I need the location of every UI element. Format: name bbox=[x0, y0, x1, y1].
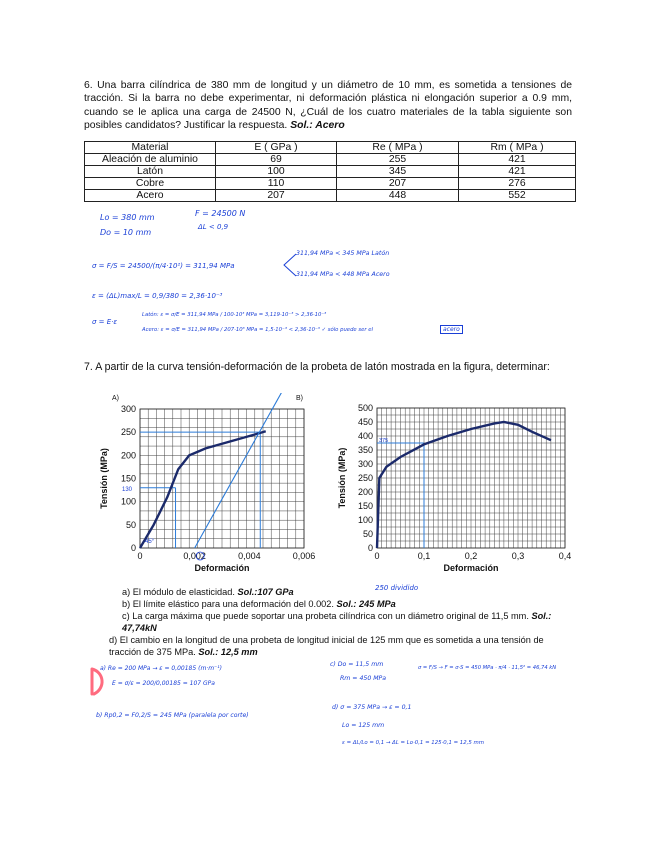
table-header: Material bbox=[85, 142, 216, 154]
y-tick-label: 100 bbox=[120, 496, 136, 507]
y-tick-label: 50 bbox=[125, 519, 136, 530]
x-tick-label: 0,006 bbox=[292, 551, 316, 561]
table-cell: 255 bbox=[337, 154, 459, 166]
y-tick-label: 100 bbox=[357, 515, 373, 525]
table-cell: 552 bbox=[459, 190, 576, 202]
annotation-130: 130 bbox=[122, 486, 133, 493]
y-tick-label: 350 bbox=[357, 445, 373, 455]
y-tick-label: 250 bbox=[120, 427, 136, 438]
x-tick-label: 0 bbox=[374, 551, 380, 561]
problem-6-text bbox=[84, 79, 572, 132]
annotation-angle: 45° bbox=[145, 539, 155, 545]
item-solution: Sol.: 47,74kN bbox=[122, 611, 552, 633]
problem-7-text: 7. A partir de la curva tensión-deformación de la probeta de latón mostrada en la figura, determinar: bbox=[84, 361, 550, 373]
item-label: b) bbox=[122, 599, 131, 609]
panel-label: A) bbox=[112, 395, 119, 402]
item-label: c) bbox=[122, 611, 130, 621]
table-cell: Aleación de aluminio bbox=[85, 154, 216, 166]
x-tick-label: 0,4 bbox=[558, 551, 572, 561]
x-tick-label: 0,2 bbox=[464, 551, 478, 561]
y-tick-label: 250 bbox=[357, 473, 373, 483]
hw-d3: ε = ΔL/Lo = 0,1 → ΔL = Lo·0,1 = 125·0,1 = 12,5 mm bbox=[342, 740, 485, 746]
item-solution: Sol.:107 GPa bbox=[237, 587, 294, 597]
table-cell: 100 bbox=[216, 166, 337, 178]
table-cell: 448 bbox=[337, 190, 459, 202]
table-cell: 207 bbox=[337, 178, 459, 190]
x-tick-label: 0,004 bbox=[238, 551, 261, 561]
hw-lo: Lo = 380 mm bbox=[100, 213, 155, 222]
x-axis-label: Deformación bbox=[443, 563, 499, 573]
hw-compare-acero: 311,94 MPa < 448 MPa Acero bbox=[296, 271, 390, 278]
hw-compare-laton: 311,94 MPa < 345 MPa Latón bbox=[296, 250, 390, 257]
table-row bbox=[85, 166, 576, 178]
hw-bracket-icon bbox=[282, 252, 298, 278]
y-tick-label: 300 bbox=[357, 459, 373, 469]
hw-dl: ΔL < 0,9 bbox=[198, 223, 229, 231]
y-tick-label: 450 bbox=[357, 417, 373, 427]
y-axis-label: Tensión (MPa) bbox=[337, 447, 347, 509]
item-label: d) bbox=[109, 635, 118, 645]
table-cell: Latón bbox=[85, 166, 216, 178]
table-cell: 69 bbox=[216, 154, 337, 166]
item-text: El módulo de elasticidad. bbox=[132, 587, 235, 597]
table-header: E ( GPa ) bbox=[216, 142, 337, 154]
hw-a2: E = σ/ε = 200/0,00185 = 107 GPa bbox=[112, 680, 215, 687]
table-cell: 207 bbox=[216, 190, 337, 202]
table-cell: 276 bbox=[459, 178, 576, 190]
table-header-row bbox=[85, 142, 576, 154]
chart-b bbox=[335, 398, 575, 576]
materials-table bbox=[84, 141, 576, 202]
y-tick-label: 400 bbox=[357, 431, 373, 441]
answer-a bbox=[122, 587, 552, 599]
panel-label-b: B) bbox=[296, 395, 303, 402]
hw-laton-check: Latón: ε = σ/E = 311,94 MPa / 100·10³ MPa = 3,119·10⁻³ > 2,36·10⁻³ bbox=[142, 312, 327, 318]
x-tick-label: 0,002 bbox=[183, 551, 206, 561]
table-row bbox=[85, 154, 576, 166]
table-cell: Cobre bbox=[85, 178, 216, 190]
item-text: El cambio en la longitud de una probeta de longitud inicial de 125 mm que es sometida a una tensión de tracción de 375 MPa. bbox=[109, 635, 544, 657]
table-cell: 345 bbox=[337, 166, 459, 178]
problem-6-statement: 6. Una barra cilíndrica de 380 mm de longitud y un diámetro de 10 mm, es sometida a tensiones de tracción. Si la barra no debe experimentar, ni deformación plástica ni elongación superior a 0.9 mm, cuando se le aplica una carga de 24500 N, ¿Cuál de los cuatro materiales de la tabla siguiente son posibles candidatos? Justificar la respuesta. bbox=[84, 80, 572, 131]
answer-d bbox=[109, 635, 564, 659]
table-row bbox=[85, 178, 576, 190]
y-axis-label: Tensión (MPa) bbox=[99, 448, 109, 509]
series-line-0 bbox=[140, 431, 266, 548]
y-tick-label: 500 bbox=[357, 403, 373, 413]
hw-boxed-answer: acero bbox=[440, 325, 463, 334]
annotation-375: 375 bbox=[379, 438, 389, 444]
hw-do: Do = 10 mm bbox=[100, 228, 152, 237]
x-tick-label: 0,1 bbox=[417, 551, 431, 561]
hw-d1: d) σ = 375 MPa → ε = 0,1 bbox=[332, 704, 412, 711]
y-tick-label: 50 bbox=[362, 529, 373, 539]
answer-c bbox=[122, 611, 562, 635]
table-row bbox=[85, 190, 576, 202]
y-tick-label: 200 bbox=[357, 487, 373, 497]
item-text: La carga máxima que puede soportar una probeta cilíndrica con un diámetro original de 11,5 mm. bbox=[132, 611, 529, 621]
answer-b bbox=[122, 599, 562, 611]
y-tick-label: 200 bbox=[120, 450, 136, 461]
table-cell: 421 bbox=[459, 154, 576, 166]
hw-c1: c) Do = 11,5 mm bbox=[330, 661, 384, 668]
hw-force: F = 24500 N bbox=[195, 209, 246, 218]
x-tick-label: 0,3 bbox=[511, 551, 525, 561]
hw-b: b) Rp0,2 = F0,2/S = 245 MPa (paralela por corte) bbox=[96, 712, 249, 719]
item-label: a) bbox=[122, 587, 131, 597]
chart-a bbox=[96, 393, 320, 583]
hw-sigma: σ = F/S = 24500/(π/4·10²) = 311,94 MPa bbox=[92, 262, 235, 270]
y-tick-label: 300 bbox=[120, 404, 136, 414]
hw-acero-check: Acero: ε = σ/E = 311,94 MPa / 207·10³ MPa = 1,5·10⁻³ < 2,36·10⁻³ ✓ sólo puede ser el bbox=[142, 327, 373, 333]
hw-a1: a) Re = 200 MPa → ε = 0,00185 (m·m⁻¹) bbox=[100, 665, 222, 672]
problem-6-solution: Sol.: Acero bbox=[290, 119, 345, 131]
hw-c2: Rm = 450 MPa bbox=[340, 675, 387, 682]
y-tick-label: 0 bbox=[367, 543, 373, 553]
hw-c3: σ = F/S → F = σ·S = 450 MPa · π/4 · 11,5² = 46,74 kN bbox=[418, 665, 557, 671]
table-cell: Acero bbox=[85, 190, 216, 202]
y-tick-label: 150 bbox=[120, 473, 136, 484]
x-axis-label: Deformación bbox=[194, 563, 250, 573]
item-solution: Sol.: 12,5 mm bbox=[198, 646, 258, 657]
item-solution: Sol.: 245 MPa bbox=[336, 599, 396, 609]
table-header: Re ( MPa ) bbox=[337, 142, 459, 154]
y-tick-label: 150 bbox=[357, 501, 373, 511]
hw-d2: Lo = 125 mm bbox=[342, 722, 385, 729]
hw-hooke: σ = E·ε bbox=[92, 318, 118, 326]
table-cell: 421 bbox=[459, 166, 576, 178]
x-tick-label: 0 bbox=[137, 551, 143, 561]
y-tick-label: 0 bbox=[130, 543, 136, 553]
item-text: El límite elástico para una deformación del 0.002. bbox=[132, 599, 334, 609]
table-cell: 110 bbox=[216, 178, 337, 190]
hw-note: 250 dividido bbox=[375, 584, 419, 592]
table-header: Rm ( MPa ) bbox=[459, 142, 576, 154]
hw-epsilon: ε = (ΔL)max/L = 0,9/380 = 2,36·10⁻³ bbox=[92, 292, 223, 300]
